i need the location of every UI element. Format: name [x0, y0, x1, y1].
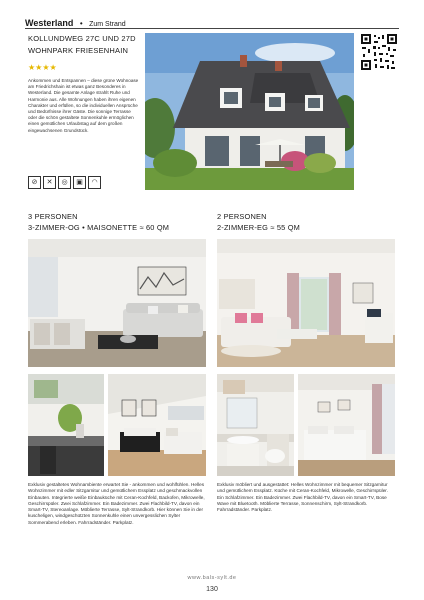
right-apartment-heading [217, 212, 300, 233]
property-info [28, 34, 140, 134]
left-persons: 3 PERSONEN [28, 212, 78, 221]
website-url[interactable]: www.bals-sylt.de [187, 575, 237, 581]
dishwasher-icon: ▣ [73, 176, 86, 189]
left-apartment-heading [28, 212, 169, 233]
area-name: Westerland [25, 18, 74, 28]
right-bathroom-photo [217, 374, 294, 476]
left-living-room-photo [28, 239, 206, 367]
property-subtitle: WOHNPARK FRIESENHAIN [28, 46, 129, 55]
right-living-room-photo [217, 239, 395, 367]
page-number: 130 [206, 586, 218, 593]
property-title: KOLLUNDWEG 27C UND 27D [28, 34, 136, 43]
house-exterior-photo [145, 33, 354, 190]
right-rooms: 2-ZIMMER-EG ≈ 55 QM [217, 222, 301, 232]
right-apartment-description: Exklusiv möbliert und ausgestattet: Helles Wohnzimmer mit bequemer Sitzgarnitur und gemütlichem Essplatz. Küche mit Ceran-Kochfeld, Mikrowelle, Geschirrspüler. Ein Schlafzimmer. Ein Badezimmer. Zwei Flachbild-TV, davon ein Smart-TV, Bose Wave mit Bluetooth. Möblierte Terrasse, Sonnenschirm, Sylt-Strandkorb. Fahrradständer. Parkplatz. [217, 482, 388, 513]
right-bedroom-photo [298, 374, 395, 476]
left-bedroom-photo [108, 374, 206, 476]
wifi-icon: ◠ [88, 176, 101, 189]
right-persons: 2 PERSONEN [217, 212, 267, 221]
header-separator: • [79, 19, 83, 28]
property-description: Ankommen und Entspannen – diese grüne Wohnoase am Friedrichshain ist etwas ganz Besonderes in Westerland. Die gesamte Anlage strahlt Ruhe und Harmonie aus. Alle Wohnungen haben ihren eigenen Charakter und erfüllen, so die individuellen Ansprüche und Bedürfnisse ihrer Gäste. Die sonnige Terrasse oder die schön gestaltete Sonnenkuhle ermöglichen einen gemütlichen Urlaubstag auf dem großen eingewachsenen Grundstück. [28, 78, 139, 133]
qr-code[interactable] [360, 33, 398, 71]
left-kitchen-photo [28, 374, 104, 476]
left-apartment-description: Exklusiv gestaltetes Wohnambiente erwartet Sie - ankommen und wohlfühlen. Helles Wohnzimmer mit edler Sitzgarnitur und gemütlichem Essplatz und geschmackvollen Einbauten. Integrierte weiße Einbauküche mit Ceran-Kochfeld, Backofen, Mikrowelle, Geschirrspüler. Zwei Schlafzimmer. Ein Badezimmer. Zwei Flachbild-TV, davon ein Smart-TV, Stereoanlage. Möblierte Terrasse, Sylt-Strandkorb. Hier können Sie in der kuscheligen, windgeschützten Sonnenkuhle einen unvergesslichen Sylter Sommerabend erleben. Fahrradständer. Parkplatz. [28, 482, 205, 525]
star-rating: ★★★★ [28, 63, 57, 72]
amenity-icons [28, 176, 101, 189]
washing-machine-icon: ◎ [58, 176, 71, 189]
no-smoking-icon: ⊘ [28, 176, 41, 189]
no-pets-icon: ✕ [43, 176, 56, 189]
header-divider [25, 28, 399, 29]
page-header [25, 13, 399, 27]
left-rooms: 3-ZIMMER-OG • MAISONETTE ≈ 60 QM [28, 222, 170, 232]
subarea-name: Zum Strand [89, 21, 126, 28]
